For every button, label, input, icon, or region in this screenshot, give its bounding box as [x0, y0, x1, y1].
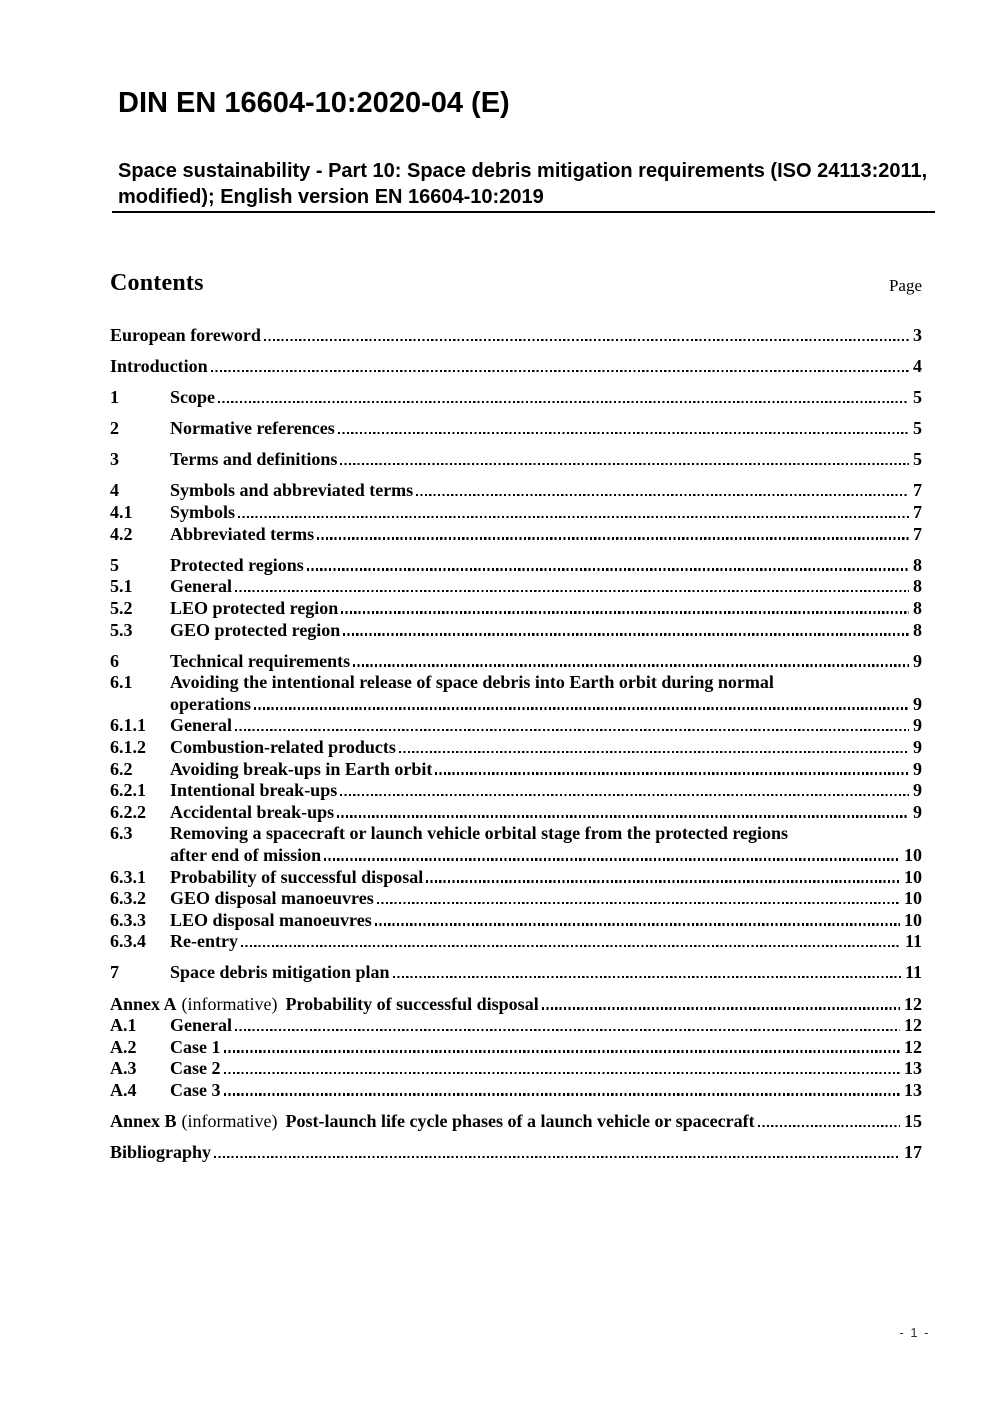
toc-entry-title: LEO disposal manoeuvres: [170, 909, 372, 930]
toc-entry-page: 10: [904, 844, 922, 865]
toc-entry: [110, 387, 922, 409]
toc-entry-title-line-1: Avoiding the intentional release of space debris into Earth orbit during normal: [170, 672, 774, 693]
toc-entry-number: 4.1: [110, 502, 133, 523]
toc-entry-line: [170, 888, 922, 910]
toc-entry-body: [170, 1080, 922, 1102]
toc-entry: [110, 994, 922, 1016]
toc-entry-page: 8: [913, 554, 922, 575]
toc-entry-title: Symbols: [170, 502, 236, 523]
toc-entry-page: 10: [904, 888, 922, 909]
toc-entry-line: [170, 1037, 922, 1059]
toc-entry-title: Probability of successful disposal: [285, 993, 539, 1014]
document-number-title: DIN EN 16604-10:2020-04 (E): [118, 87, 510, 119]
toc-entry-page: 11: [904, 962, 922, 983]
toc-dot-leader: [307, 568, 909, 571]
toc-entry-body: [170, 418, 922, 440]
toc-entry-page: 8: [913, 619, 922, 640]
toc-annex-qualifier: (informative): [181, 993, 278, 1014]
toc-entry: [110, 1111, 922, 1133]
page-column-label: Page: [888, 276, 922, 295]
toc-entry-page: 10: [904, 909, 922, 930]
toc-dot-leader: [224, 1072, 901, 1075]
toc-entry: [110, 802, 922, 824]
toc-entry: [110, 555, 922, 577]
toc-entry-page: 10: [904, 866, 922, 887]
toc-dot-leader: [343, 633, 909, 636]
toc-entry-body: [110, 994, 922, 1016]
toc-entry-page: 12: [904, 1015, 922, 1036]
toc-entry-body: [170, 598, 922, 620]
toc-entry-line: [170, 576, 922, 598]
toc-entry-body: [170, 867, 922, 889]
document-subtitle: [118, 158, 927, 210]
toc-entry-body: [110, 1142, 922, 1164]
toc-entry-line: [110, 325, 922, 347]
toc-entry: [110, 620, 922, 642]
toc-annex-label: Annex A: [110, 993, 177, 1014]
toc-entry-title: Accidental break-ups: [170, 801, 335, 822]
toc-entry: [110, 1142, 922, 1164]
toc-dot-leader: [340, 463, 909, 466]
toc-entry-title: Case 2: [170, 1058, 221, 1079]
toc-entry-page: 17: [904, 1142, 922, 1163]
toc-dot-leader: [377, 902, 900, 905]
toc-entry-line: [170, 524, 922, 546]
toc-entry-line: [170, 1058, 922, 1080]
toc-entry-number: 6.2: [110, 758, 133, 779]
toc-entry-page: 7: [913, 523, 922, 544]
toc-entry-line: [110, 1142, 922, 1164]
toc-entry-line: [170, 931, 922, 953]
toc-entry-number: 2: [110, 418, 119, 439]
toc-entry-body: [110, 1111, 922, 1133]
toc-entry-line: [170, 449, 922, 471]
toc-entry-number: 6.3.3: [110, 909, 146, 930]
toc-entry-page: 7: [913, 480, 922, 501]
toc-entry: [110, 418, 922, 440]
toc-entry-title: operations: [170, 693, 251, 714]
toc-entry-number: 6.3.4: [110, 931, 146, 952]
toc-entry: [110, 1015, 922, 1037]
toc-entry-line: [110, 1111, 922, 1133]
toc-dot-leader: [235, 590, 909, 593]
toc-entry-number: 5.3: [110, 619, 133, 640]
toc-entry-title: Re-entry: [170, 931, 238, 952]
toc-entry-page: 8: [913, 576, 922, 597]
toc-entry-page: 5: [913, 418, 922, 439]
toc-dot-leader: [254, 707, 909, 710]
toc-entry-number: 6.1.1: [110, 715, 146, 736]
toc-entry: [110, 325, 922, 347]
toc-entry: [110, 780, 922, 802]
toc-entry-line: [170, 715, 922, 737]
toc-annex-label: Annex B: [110, 1111, 177, 1131]
toc-annex-qualifier: (informative): [181, 1111, 278, 1131]
toc-entry-title: General: [170, 1015, 232, 1036]
toc-entry-number: 1: [110, 387, 119, 408]
toc-entry-page: 9: [913, 758, 922, 779]
toc-entry-line: [170, 387, 922, 409]
toc-dot-leader: [324, 858, 900, 861]
toc-entry-number: 4: [110, 480, 119, 501]
toc-entry-title: Avoiding break-ups in Earth orbit: [170, 758, 433, 779]
toc-dot-leader: [375, 923, 900, 926]
toc-entry-title: Introduction: [110, 356, 208, 377]
toc-entry-title: GEO disposal manoeuvres: [170, 888, 374, 909]
toc-entry-title: Protected regions: [170, 554, 304, 575]
toc-entry: [110, 867, 922, 889]
toc-entry-line: [170, 651, 922, 673]
toc-entry: [110, 823, 922, 866]
toc-entry-line: [170, 480, 922, 502]
toc-dot-leader: [235, 729, 909, 732]
toc-entry: [110, 910, 922, 932]
document-subtitle-line-2: modified); English version EN 16604-10:2019: [118, 186, 544, 208]
toc-entry-title: GEO protected region: [170, 619, 341, 640]
toc-dot-leader: [218, 401, 909, 404]
toc-entry-line: [170, 694, 922, 716]
toc-dot-leader: [241, 945, 901, 948]
toc-entry-page: 9: [913, 693, 922, 714]
toc-entry: [110, 1058, 922, 1080]
toc-entry-number: 5.2: [110, 597, 133, 618]
toc-entry-page: 9: [913, 780, 922, 801]
toc-entry-line: [170, 418, 922, 440]
toc-entry-body: [170, 737, 922, 759]
toc-entry-line: [170, 620, 922, 642]
toc-entry-title-line-1: Removing a spacecraft or launch vehicle orbital stage from the protected regions: [170, 823, 789, 844]
toc-entry: [110, 449, 922, 471]
toc-entry-page: 7: [913, 502, 922, 523]
toc-entry-title: European foreword: [110, 325, 261, 345]
toc-entry-title: Probability of successful disposal: [170, 866, 424, 887]
toc-entry-title: Case 1: [170, 1036, 221, 1057]
toc-entry-line: [170, 598, 922, 620]
toc-list: [110, 325, 922, 1164]
toc-entry: [110, 524, 922, 546]
toc-dot-leader: [224, 1093, 901, 1096]
toc-entry-title: Terms and definitions: [170, 449, 338, 470]
toc-dot-leader: [435, 772, 909, 775]
toc-entry-line: [170, 759, 922, 781]
toc-entry: [110, 672, 922, 715]
contents-heading: Contents: [110, 270, 204, 296]
toc-entry-number: 6.3: [110, 823, 133, 844]
toc-entry-page: 9: [913, 650, 922, 671]
toc-entry-body: [170, 387, 922, 409]
toc-entry-body: [170, 1015, 922, 1037]
toc-entry-body: [170, 672, 922, 715]
toc-entry-title: General: [170, 576, 232, 597]
toc-entry-body: [170, 715, 922, 737]
toc-dot-leader: [338, 432, 909, 435]
toc-entry-line: [170, 555, 922, 577]
toc-dot-leader: [214, 1156, 900, 1159]
toc-entry-body: [170, 931, 922, 953]
toc-entry-body: [170, 962, 922, 984]
toc-entry-title: Technical requirements: [170, 650, 351, 671]
toc-dot-leader: [353, 664, 909, 667]
toc-entry-number: A.3: [110, 1058, 137, 1079]
toc-entry: [110, 715, 922, 737]
document-subtitle-line-1: Space sustainability - Part 10: Space debris mitigation requirements (ISO 24113:2011,: [118, 160, 928, 182]
toc-entry-body: [170, 759, 922, 781]
toc-entry-body: [170, 620, 922, 642]
toc-entry-body: [170, 888, 922, 910]
toc-entry-line: [170, 1015, 922, 1037]
footer-page-number: - 1 -: [899, 1325, 930, 1340]
toc-entry-title: Space debris mitigation plan: [170, 962, 390, 983]
toc-entry-number: 5.1: [110, 576, 133, 597]
toc-entry-number: A.2: [110, 1036, 137, 1057]
toc-entry-title: Post-launch life cycle phases of a launch vehicle or spacecraft: [285, 1111, 755, 1131]
toc-entry: [110, 931, 922, 953]
toc-dot-leader: [238, 516, 909, 519]
toc-entry-body: [170, 651, 922, 673]
toc-entry-line: [170, 910, 922, 932]
toc-entry-title: Normative references: [170, 418, 335, 439]
toc-entry-page: 9: [913, 737, 922, 757]
toc-entry-number: A.1: [110, 1015, 137, 1036]
toc-entry-body: [170, 524, 922, 546]
toc-entry-title: Bibliography: [110, 1142, 212, 1163]
toc-entry-page: 3: [913, 325, 922, 345]
toc-dot-leader: [399, 751, 909, 754]
toc-entry-page: 8: [913, 597, 922, 618]
toc-entry-line: [170, 962, 922, 984]
toc-entry: [110, 356, 922, 378]
toc-dot-leader: [264, 339, 909, 342]
toc-entry-body: [110, 325, 922, 347]
toc-entry-number: 6.1: [110, 672, 133, 693]
toc-entry-number: 6.3.1: [110, 866, 146, 887]
toc-dot-leader: [758, 1125, 900, 1128]
toc-entry-body: [170, 910, 922, 932]
toc-entry: [110, 1037, 922, 1059]
toc-entry-page: 13: [904, 1079, 922, 1100]
toc-entry-line: [110, 994, 922, 1016]
toc-dot-leader: [416, 494, 909, 497]
toc-entry-title: after end of mission: [170, 844, 322, 865]
toc-entry-number: 6.1.2: [110, 737, 146, 757]
toc-entry-number: 6: [110, 650, 119, 671]
toc-entry: [110, 480, 922, 502]
toc-entry: [110, 502, 922, 524]
toc-entry-title: Intentional break-ups: [170, 780, 338, 801]
toc-entry-line: [170, 802, 922, 824]
toc-entry: [110, 888, 922, 910]
toc-entry-page: 11: [904, 931, 922, 952]
toc-entry-title: General: [170, 715, 232, 736]
toc-entry-title: Symbols and abbreviated terms: [170, 480, 414, 501]
toc-dot-leader: [393, 976, 901, 979]
toc-entry-number: 7: [110, 962, 119, 983]
toc-dot-leader: [340, 794, 909, 797]
toc-entry-page: 12: [904, 1036, 922, 1057]
toc-entry-title: Combustion-related products: [170, 737, 396, 757]
toc-entry: [110, 759, 922, 781]
toc-entry-number: 6.2.2: [110, 801, 146, 822]
toc-entry-title: Case 3: [170, 1079, 221, 1100]
toc-entry-line: [170, 867, 922, 889]
toc-entry-page: 9: [913, 715, 922, 736]
toc-entry: [110, 651, 922, 673]
toc-entry-number: 6.3.2: [110, 888, 146, 909]
toc-dot-leader: [211, 370, 909, 373]
toc-dot-leader: [224, 1050, 901, 1053]
toc-entry-line: [170, 737, 922, 759]
toc-entry-number: A.4: [110, 1079, 137, 1100]
toc-entry-body: [170, 502, 922, 524]
toc-entry-page: 5: [913, 387, 922, 408]
toc-entry: [110, 598, 922, 620]
toc-entry-number: 3: [110, 449, 119, 470]
toc-dot-leader: [426, 880, 900, 883]
header-divider: [112, 211, 935, 213]
toc-entry-number: 4.2: [110, 523, 133, 544]
toc-entry-body: [170, 1058, 922, 1080]
toc-entry: [110, 962, 922, 984]
toc-entry-page: 13: [904, 1058, 922, 1079]
toc-dot-leader: [337, 815, 909, 818]
toc-entry-line: [170, 1080, 922, 1102]
toc-entry-line: [170, 845, 922, 867]
toc-dot-leader: [341, 611, 909, 614]
toc-dot-leader: [235, 1029, 900, 1032]
toc-entry-title: Abbreviated terms: [170, 523, 315, 544]
toc-entry-body: [110, 356, 922, 378]
toc-entry-number: 5: [110, 554, 119, 575]
toc-entry-body: [170, 576, 922, 598]
toc-entry-page: 5: [913, 449, 922, 470]
toc-entry-page: 4: [913, 356, 922, 377]
toc-entry-page: 12: [904, 993, 922, 1014]
toc-entry-title: Scope: [170, 387, 215, 408]
toc-entry-body: [170, 1037, 922, 1059]
toc-entry-body: [170, 802, 922, 824]
toc-entry: [110, 576, 922, 598]
toc-dot-leader: [317, 537, 909, 540]
toc-entry-page: 9: [913, 801, 922, 822]
toc-entry-body: [170, 780, 922, 802]
toc-entry-title: LEO protected region: [170, 597, 339, 618]
toc-entry-line: [110, 356, 922, 378]
toc-entry: [110, 737, 922, 759]
toc-entry-body: [170, 555, 922, 577]
toc-entry-body: [170, 480, 922, 502]
toc-entry-body: [170, 823, 922, 866]
toc-dot-leader: [542, 1007, 900, 1010]
toc-entry-line: [170, 502, 922, 524]
toc-entry-line: [170, 780, 922, 802]
toc-entry: [110, 1080, 922, 1102]
toc-entry-body: [170, 449, 922, 471]
toc-entry-number: 6.2.1: [110, 780, 146, 801]
toc-entry-page: 15: [904, 1111, 922, 1131]
